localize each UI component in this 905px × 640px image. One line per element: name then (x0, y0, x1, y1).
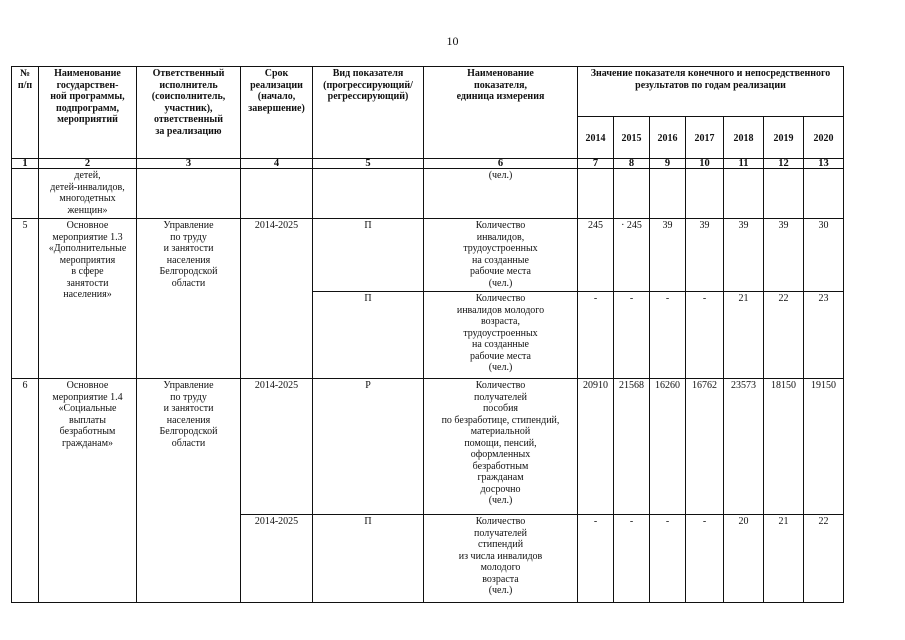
indicators-table (11, 66, 844, 603)
table-row (12, 379, 844, 515)
cell-value: 21568 (614, 379, 650, 515)
column-number: 8 (614, 159, 650, 169)
cell-value (804, 169, 844, 219)
column-number: 2 (39, 159, 137, 169)
cell-value: 39 (686, 219, 724, 292)
cell-type: Р (313, 379, 424, 515)
header-year: 2017 (686, 117, 724, 159)
cell-value: 20910 (578, 379, 614, 515)
cell-indicator: (чел.) (424, 169, 578, 219)
cell-value: 245 (578, 219, 614, 292)
cell-value: 23 (804, 292, 844, 379)
header-program: Наименование государствен- ной программы, подпрограмм, мероприятий (39, 67, 137, 159)
header-year: 2016 (650, 117, 686, 159)
cell-type (313, 169, 424, 219)
column-number: 3 (137, 159, 241, 169)
indicators-table-wrapper (11, 66, 844, 603)
cell-value: 39 (724, 219, 764, 292)
header-year: 2014 (578, 117, 614, 159)
cell-value: 22 (764, 292, 804, 379)
cell-value: 19150 (804, 379, 844, 515)
cell-value: 22 (804, 515, 844, 603)
header-year: 2019 (764, 117, 804, 159)
cell-value (724, 169, 764, 219)
column-numbers-row (12, 159, 844, 169)
cell-type: П (313, 292, 424, 379)
cell-value: 21 (764, 515, 804, 603)
header-num: № п/п (12, 67, 39, 159)
cell-value: 18150 (764, 379, 804, 515)
cell-value (764, 169, 804, 219)
cell-value: 16260 (650, 379, 686, 515)
cell-program: Основное мероприятие 1.4 «Социальные выплаты безработным гражданам» (39, 379, 137, 603)
cell-value: 23573 (724, 379, 764, 515)
cell-term (241, 169, 313, 219)
column-number: 12 (764, 159, 804, 169)
column-number: 6 (424, 159, 578, 169)
cell-term: 2014-2025 (241, 515, 313, 603)
cell-value (650, 169, 686, 219)
cell-executor (137, 169, 241, 219)
cell-value: 20 (724, 515, 764, 603)
cell-value: - (686, 515, 724, 603)
cell-indicator: Количество получателей стипендий из числа инвалидов молодого возраста (чел.) (424, 515, 578, 603)
cell-value: - (650, 292, 686, 379)
header-year: 2015 (614, 117, 650, 159)
header-year: 2020 (804, 117, 844, 159)
cell-value: - (578, 515, 614, 603)
column-number: 11 (724, 159, 764, 169)
cell-value: 21 (724, 292, 764, 379)
column-number: 9 (650, 159, 686, 169)
header-executor: Ответственный исполнитель (соисполнитель, участник), ответственный за реализацию (137, 67, 241, 159)
cell-value: 16762 (686, 379, 724, 515)
cell-indicator: Количество инвалидов, трудоустроенных на созданные рабочие места (чел.) (424, 219, 578, 292)
cell-value (686, 169, 724, 219)
table-row (12, 219, 844, 292)
cell-term: 2014-2025 (241, 219, 313, 379)
cell-num: 5 (12, 219, 39, 379)
cell-value: 30 (804, 219, 844, 292)
cell-type: П (313, 219, 424, 292)
column-number: 5 (313, 159, 424, 169)
cell-value: - (614, 515, 650, 603)
header-year: 2018 (724, 117, 764, 159)
cell-value (614, 169, 650, 219)
cell-value (578, 169, 614, 219)
header-term: Срок реализации (начало, завершение) (241, 67, 313, 159)
header-values: Значение показателя конечного и непосредственного результатов по годам реализации (578, 67, 844, 117)
cell-value: - (578, 292, 614, 379)
cell-num: 6 (12, 379, 39, 603)
cell-type: П (313, 515, 424, 603)
cell-value: · 245 (614, 219, 650, 292)
cell-program: Основное мероприятие 1.3 «Дополнительные мероприятия в сфере занятости населения» (39, 219, 137, 379)
column-number: 7 (578, 159, 614, 169)
cell-value: 39 (764, 219, 804, 292)
page-number: 10 (446, 34, 459, 48)
cell-value: - (614, 292, 650, 379)
cell-value: - (686, 292, 724, 379)
cell-value: 39 (650, 219, 686, 292)
header-indicator: Наименование показателя, единица измерения (424, 67, 578, 159)
column-number: 13 (804, 159, 844, 169)
cell-indicator: Количество инвалидов молодого возраста, трудоустроенных на созданные рабочие места (чел.) (424, 292, 578, 379)
cell-num (12, 169, 39, 219)
column-number: 1 (12, 159, 39, 169)
column-number: 4 (241, 159, 313, 169)
cell-executor: Управление по труду и занятости населения Белгородской области (137, 219, 241, 379)
table-row (12, 169, 844, 219)
cell-value: - (650, 515, 686, 603)
header-type: Вид показателя (прогрессирующий/ регрессирующий) (313, 67, 424, 159)
cell-indicator: Количество получателей пособия по безработице, стипендий, материальной помощи, пенсий, оформленных безработным гражданам досрочно (чел.) (424, 379, 578, 515)
cell-program: детей, детей-инвалидов, многодетных женщин» (39, 169, 137, 219)
column-number: 10 (686, 159, 724, 169)
cell-term: 2014-2025 (241, 379, 313, 515)
cell-executor: Управление по труду и занятости населения Белгородской области (137, 379, 241, 603)
